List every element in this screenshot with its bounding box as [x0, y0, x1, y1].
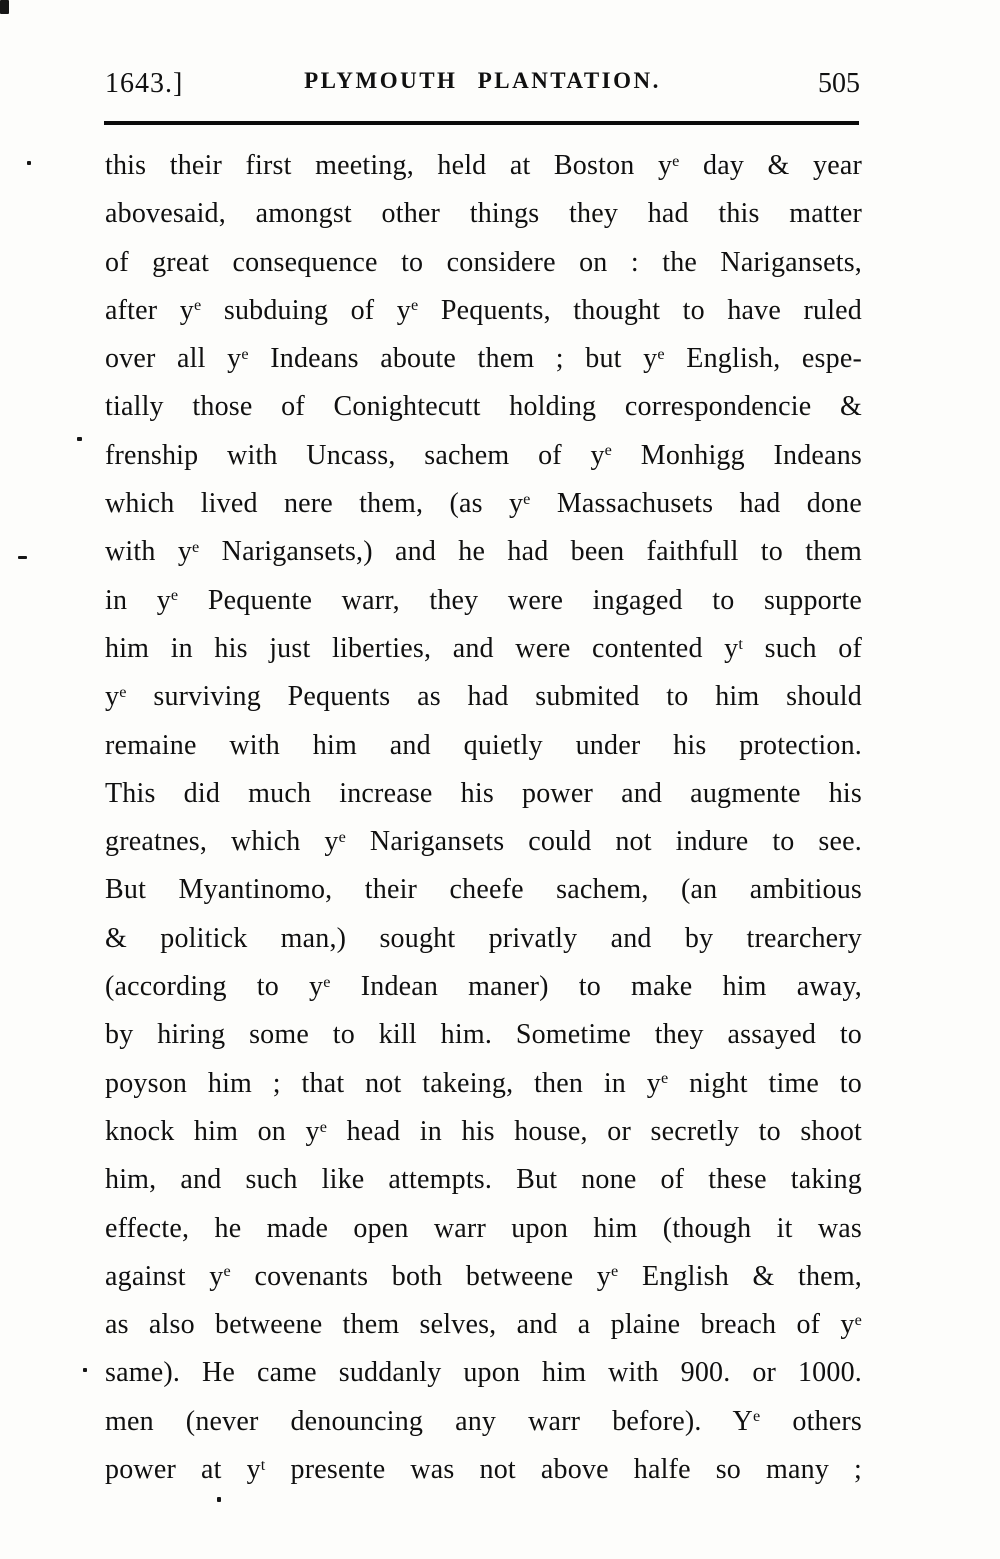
- page-header: [105, 68, 860, 100]
- superscript-letter: e: [604, 441, 613, 460]
- text-line: knock him on $y^e$ head in his house, or secretly to shoot: [105, 1115, 862, 1147]
- text-line: This did much increase his power and augmente his: [105, 777, 862, 809]
- superscript-letter: e: [338, 827, 346, 846]
- text-line: him, and such like attempts. But none of these taking: [105, 1164, 862, 1196]
- text-line: same). He came suddanly upon him with 900. or 1000.: [105, 1357, 862, 1389]
- superscript-letter: e: [192, 537, 200, 556]
- text-line: of great consequence to considere on : the Narigansets,: [105, 246, 862, 278]
- superscript-letter: e: [241, 344, 249, 363]
- superscript-letter: e: [323, 972, 331, 991]
- text-line: greatnes, which $y^e$ Narigansets could not indure to see.: [105, 826, 862, 858]
- body-text: [105, 142, 862, 1494]
- text-line: frenship with Uncass, sachem of $y^e$ Monhigg Indeans: [105, 439, 862, 471]
- text-line: over all $y^e$ Indeans aboute them ; but $y^e$ English, espe-: [105, 343, 862, 375]
- superscript-letter: e: [411, 296, 419, 315]
- superscript-letter: e: [193, 296, 202, 315]
- superscript-letter: e: [223, 1262, 231, 1281]
- header-title: PLYMOUTH PLANTATION.: [304, 68, 661, 93]
- superscript-letter: t: [738, 634, 744, 653]
- text-line: tially those of Conightecutt holding correspondencie &: [105, 391, 862, 423]
- text-line: with $y^e$ Narigansets,) and he had been faithfull to them: [105, 536, 862, 568]
- scan-artifact: [27, 161, 31, 165]
- text-line: remaine with him and quietly under his protection.: [105, 729, 862, 761]
- text-line: abovesaid, amongst other things they had this matter: [105, 198, 862, 230]
- text-line: $y^e$ surviving Pequents as had submited to him should: [105, 681, 862, 713]
- text-line: poyson him ; that not takeing, then in $y^e$ night time to: [105, 1067, 862, 1099]
- scan-artifact: [83, 1368, 87, 1372]
- text-line: after $y^e$ subduing of $y^e$ Pequents, thought to have ruled: [105, 294, 862, 326]
- text-line: men (never denouncing any warr before). $Y^e$ others: [105, 1405, 862, 1437]
- text-line: by hiring some to kill him. Sometime they assayed to: [105, 1019, 862, 1051]
- superscript-letter: e: [610, 1262, 619, 1281]
- scan-artifact: [77, 437, 82, 441]
- superscript-letter: e: [170, 586, 179, 605]
- header-page-number: 505: [818, 68, 860, 99]
- header-rule: [104, 121, 859, 125]
- text-line: in $y^e$ Pequente warr, they were ingaged to supporte: [105, 584, 862, 616]
- superscript-letter: t: [260, 1455, 266, 1474]
- text-line: as also betweene them selves, and a plaine breach of $y^e$: [105, 1309, 862, 1341]
- text-line: But Myantinomo, their cheefe sachem, (an ambitious: [105, 874, 862, 906]
- scan-artifact: [217, 1497, 221, 1502]
- text-line: against $y^e$ covenants both betweene $y^e$ English & them,: [105, 1260, 862, 1292]
- text-line: & politick man,) sought privatly and by trearchery: [105, 922, 862, 954]
- text-line: which lived nere them, (as $y^e$ Massachusets had done: [105, 488, 862, 520]
- scan-artifact: [18, 556, 27, 559]
- scan-artifact-corner: [0, 0, 9, 14]
- header-year: 1643.]: [105, 68, 184, 99]
- superscript-letter: e: [119, 682, 127, 701]
- superscript-letter: e: [660, 1069, 669, 1088]
- superscript-letter: e: [523, 489, 531, 508]
- text-line: effecte, he made open warr upon him (though it was: [105, 1212, 862, 1244]
- superscript-letter: e: [657, 344, 665, 363]
- superscript-letter: e: [752, 1407, 761, 1426]
- superscript-letter: e: [672, 151, 680, 170]
- superscript-letter: e: [854, 1310, 862, 1329]
- text-line: power at $y^t$ presente was not above halfe so many ;: [105, 1454, 862, 1486]
- text-line: this their first meeting, held at Boston $y^e$ day & year: [105, 150, 862, 181]
- text-line: (according to $y^e$ Indean maner) to make him away,: [105, 971, 862, 1003]
- superscript-letter: e: [319, 1117, 328, 1136]
- text-line: him in his just liberties, and were contented $y^t$ such of: [105, 632, 862, 664]
